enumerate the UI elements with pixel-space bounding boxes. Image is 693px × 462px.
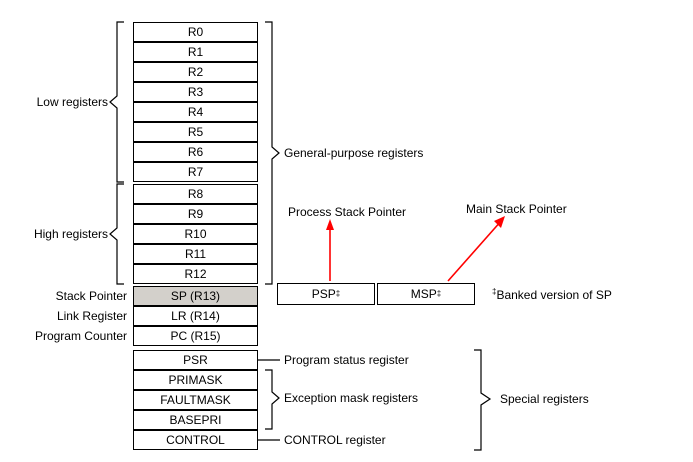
callout-main-stack-pointer: Main Stack Pointer	[466, 202, 567, 216]
register-box-sp: SP (R13)	[133, 286, 258, 306]
register-box-r11: R11	[133, 244, 258, 264]
register-box-r10: R10	[133, 224, 258, 244]
label-special-registers: Special registers	[500, 392, 589, 406]
register-box-r0: R0	[133, 22, 258, 42]
register-box-r2: R2	[133, 62, 258, 82]
register-box-psr: PSR	[133, 350, 258, 370]
label-exception-mask-registers: Exception mask registers	[284, 391, 419, 405]
register-box-control: CONTROL	[133, 430, 258, 450]
register-box-msp	[377, 283, 475, 305]
psp-dagger-mark: ‡	[335, 289, 341, 298]
register-box-r4: R4	[133, 102, 258, 122]
register-box-r5: R5	[133, 122, 258, 142]
label-high-registers: High registers	[33, 227, 108, 241]
label-general-purpose-registers: General-purpose registers	[284, 146, 424, 160]
register-box-pc: PC (R15)	[133, 326, 258, 346]
register-box-primask: PRIMASK	[133, 370, 258, 390]
register-box-psp	[277, 283, 375, 305]
label-low-registers: Low registers	[36, 95, 108, 109]
label-program-status-register: Program status register	[284, 353, 409, 367]
label-control-register: CONTROL register	[284, 433, 386, 447]
register-box-r1: R1	[133, 42, 258, 62]
register-box-basepri: BASEPRI	[133, 410, 258, 430]
register-box-lr: LR (R14)	[133, 306, 258, 326]
register-box-r8: R8	[133, 184, 258, 204]
arrow-head-msp	[494, 216, 505, 228]
register-box-r3: R3	[133, 82, 258, 102]
psp-label: PSP	[311, 287, 336, 301]
msp-dagger-mark: ‡	[436, 289, 442, 298]
callout-process-stack-pointer: Process Stack Pointer	[288, 205, 407, 219]
banked-note-text: Banked version of SP	[496, 288, 612, 302]
bracket-special-registers	[474, 350, 490, 450]
register-box-faultmask: FAULTMASK	[133, 390, 258, 410]
bracket-general-purpose-registers	[265, 22, 279, 284]
arrow-line-msp	[448, 220, 502, 281]
bracket-low-registers	[110, 22, 124, 182]
register-box-r12: R12	[133, 264, 258, 284]
msp-label: MSP	[410, 287, 437, 301]
register-box-r7: R7	[133, 162, 258, 182]
label-link-register: Link Register	[56, 309, 127, 323]
label-program-counter: Program Counter	[34, 329, 127, 343]
label-stack-pointer: Stack Pointer	[55, 289, 127, 303]
banked-note-dagger-mark: ‡	[492, 287, 497, 296]
callout-banked-note	[492, 288, 612, 302]
register-box-r9: R9	[133, 204, 258, 224]
register-box-r6: R6	[133, 142, 258, 162]
arrow-head-psp	[326, 219, 334, 230]
bracket-high-registers	[110, 184, 124, 284]
bracket-exception-mask-registers	[265, 370, 279, 429]
